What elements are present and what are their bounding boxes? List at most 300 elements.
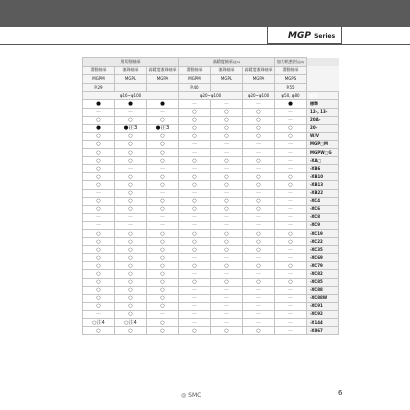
option-cell [243,262,275,270]
table-row [83,205,339,213]
available-mark: ○ [224,181,229,188]
option-cell [211,132,243,140]
option-code [307,229,339,237]
option-cell [275,319,307,327]
option-cell [211,270,243,278]
option-cell [211,213,243,221]
not-available-mark: — [224,141,229,148]
available-mark: ○ [160,149,165,156]
cell-text: -XA□ [310,157,322,163]
option-cell [275,189,307,197]
available-mark: ○ [160,173,165,180]
available-mark: ○ [128,327,133,334]
series-title [288,31,335,41]
cell-text: MGPS [284,75,297,81]
option-cell [147,310,179,318]
option-code [307,149,339,157]
option-cell [179,270,211,278]
option-cell [275,197,307,205]
option-cell [147,302,179,310]
spec-table [82,57,339,335]
available-mark: ○ [160,246,165,253]
option-cell [179,286,211,294]
cell-text: -XB13 [310,181,324,187]
option-cell [115,278,147,286]
cell-text: -XC19 [310,230,323,236]
available-mark: ○ [160,279,165,286]
not-available-mark: — [288,214,294,221]
option-cell [147,213,179,221]
option-code [307,294,339,302]
option-cell [211,149,243,157]
available-mark: ○ [96,238,101,245]
cell-text: 高精度滚珠轴承 [148,67,177,73]
cell-text: -XC85 [310,279,323,285]
option-cell [179,100,211,108]
option-cell [83,262,115,270]
option-cell [243,189,275,197]
option-cell [275,100,307,108]
table-row [83,197,339,205]
option-cell [243,213,275,221]
available-mark: ○ [224,173,229,180]
table-row [83,124,339,132]
option-cell [275,270,307,278]
table-row [83,132,339,140]
table-row [83,116,339,124]
not-available-mark: — [160,214,165,221]
available-mark: ○ [256,246,261,253]
available-mark: ○ [160,295,165,302]
available-mark: ○ [96,230,101,237]
cell-text: MGPL [220,75,233,81]
blank-cell [307,66,339,75]
page-ref [243,83,275,92]
not-available-mark: — [128,109,133,116]
available-mark: ○ [128,238,133,245]
table-row [83,229,339,237]
bore-range [83,92,179,100]
option-cell [211,238,243,246]
option-cell [275,238,307,246]
available-mark: ○ [192,109,197,116]
option-cell [275,254,307,262]
option-code [307,302,339,310]
option-cell [115,189,147,197]
not-available-mark: — [256,287,262,294]
option-code [307,310,339,318]
available-mark: ○ [256,117,261,124]
available-mark: ○ [160,270,165,277]
table-row [83,189,339,197]
option-cell [211,262,243,270]
table-row [83,213,339,221]
option-cell [83,278,115,286]
blank-cell [307,58,339,67]
cell-text: 20A- [310,117,321,123]
option-cell [83,149,115,157]
option-cell [147,189,179,197]
option-cell [179,108,211,116]
not-available-mark: — [288,198,294,205]
option-cell [243,149,275,157]
available-mark: ○ [128,311,133,318]
option-cell [115,173,147,181]
option-cell [211,181,243,189]
option-cell [211,278,243,286]
available-mark: ○ [288,133,293,140]
available-mark: ○ [192,246,197,253]
table-row [83,286,339,294]
not-available-mark: — [224,295,229,302]
option-cell [179,140,211,148]
not-available-mark: — [256,165,262,172]
option-cell [211,140,243,148]
option-code [307,238,339,246]
not-available-mark: — [224,303,229,310]
option-cell [115,294,147,302]
available-mark: ○ [96,157,101,164]
not-available-mark: — [288,190,294,197]
available-mark: ○ [128,157,133,164]
available-mark: ○ [288,238,293,245]
option-cell [179,246,211,254]
not-available-mark: — [192,295,197,302]
not-available-mark: — [288,141,294,148]
model-cell [211,75,243,84]
bore-range [243,92,275,100]
available-filled-mark: ● [288,101,293,108]
available-mark: ○ [256,279,261,286]
bore-range [179,92,243,100]
option-cell [211,173,243,181]
available-mark: ○ [288,173,293,180]
option-cell [115,149,147,157]
option-code [307,165,339,173]
option-cell [179,165,211,173]
option-code [307,116,339,124]
option-cell [179,181,211,189]
table-row [83,254,339,262]
option-cell [211,319,243,327]
available-mark: ○ [256,181,261,188]
option-cell [243,229,275,237]
cell-text: -XC88W [310,295,328,301]
available-mark: ○ [256,262,261,269]
option-cell [179,213,211,221]
not-available-mark: — [288,165,294,172]
available-mark: ○ [224,157,229,164]
available-mark: ○ [288,181,293,188]
option-cell [147,116,179,124]
option-code [307,221,339,229]
not-available-mark: — [288,222,294,229]
option-cell [115,270,147,278]
available-mark: ○ [288,262,293,269]
cell-text: φ16~φ100 [119,92,142,98]
page-ref [83,83,115,92]
option-cell [211,294,243,302]
available-mark: ○ [256,109,261,116]
available-mark: ○ [160,327,165,334]
cell-text: MGPL [124,75,137,81]
table-row [83,327,339,335]
smc-logo: ◎ SMC [181,392,202,399]
available-mark: ○ [128,133,133,140]
available-filled-mark: ●注3 [123,125,138,132]
not-available-mark: — [224,222,229,229]
available-mark: ○ [128,279,133,286]
option-cell [83,229,115,237]
option-cell [243,140,275,148]
option-cell [83,165,115,173]
not-available-mark: — [192,254,197,261]
available-mark: ○注4 [92,319,105,326]
not-available-mark: — [160,190,165,197]
not-available-mark: — [192,319,197,326]
option-cell [179,327,211,335]
model-cell [83,75,115,84]
option-cell [275,286,307,294]
not-available-mark: — [192,270,197,277]
option-cell [243,254,275,262]
option-cell [83,294,115,302]
option-cell [211,205,243,213]
not-available-mark: — [256,141,262,148]
option-code [307,173,339,181]
not-available-mark: — [224,165,229,172]
option-cell [179,238,211,246]
option-cell [115,302,147,310]
model-cell [275,75,307,84]
available-mark: ○ [160,238,165,245]
page-number: 6 [338,389,343,397]
available-mark: ○ [224,117,229,124]
not-available-mark: — [192,149,197,156]
cell-text: φ20~φ100 [247,92,270,98]
option-cell [211,254,243,262]
option-cell [83,319,115,327]
available-mark: ○ [160,254,165,261]
available-mark: ○ [256,206,261,213]
cell-text: -X144 [310,319,323,325]
available-mark: ○ [256,198,261,205]
cell-text: P.40 [190,84,199,90]
option-cell [275,229,307,237]
option-cell [147,270,179,278]
option-cell [83,108,115,116]
cell-text: -X867 [310,327,323,333]
option-cell [243,278,275,286]
option-code [307,189,339,197]
table-row [83,149,339,157]
not-available-mark: — [128,214,133,221]
bore-row [83,92,339,100]
available-mark: ○ [192,327,197,334]
available-filled-mark: ● [160,101,165,108]
cell-text: MGPA [156,75,169,81]
table-row [83,165,339,173]
page-ref [275,83,307,92]
cell-text: MGPM [188,75,201,81]
table-row [83,108,339,116]
cell-text: φ50, φ80 [281,92,300,98]
option-code [307,140,339,148]
not-available-mark: — [96,109,101,116]
header-band [0,0,410,27]
option-cell [243,327,275,335]
available-mark: ○ [128,198,133,205]
cell-text: MGPW□G [310,149,332,155]
option-cell [83,116,115,124]
not-available-mark: — [256,319,262,326]
series-model: MGP [288,31,311,41]
available-mark: ○ [96,270,101,277]
cell-text: -XB10 [310,173,324,179]
cell-text: MGPA [252,75,265,81]
available-mark: ○ [224,279,229,286]
option-cell [275,262,307,270]
option-cell [147,173,179,181]
table-row [83,181,339,189]
option-cell [275,205,307,213]
not-available-mark: — [288,157,294,164]
available-mark: ○ [192,230,197,237]
available-mark: ○ [96,303,101,310]
model-cell [243,75,275,84]
available-mark: ○ [160,230,165,237]
not-available-mark: — [256,190,262,197]
available-mark: ○ [128,230,133,237]
available-mark: ○ [192,238,197,245]
available-mark: ○ [160,303,165,310]
option-cell [115,310,147,318]
available-mark: ○ [192,181,197,188]
option-cell [275,213,307,221]
page-ref [115,83,147,92]
not-available-mark: — [256,254,262,261]
available-mark: ○ [160,141,165,148]
option-cell [243,310,275,318]
option-cell [83,254,115,262]
option-cell [243,270,275,278]
available-mark: ○ [128,303,133,310]
option-cell [275,278,307,286]
available-mark: ○ [192,206,197,213]
bearing-type [275,66,307,75]
not-available-mark: — [224,101,229,108]
option-cell [211,116,243,124]
option-cell [179,173,211,181]
available-filled-mark: ●注3 [155,125,170,132]
available-mark: ○ [288,279,293,286]
available-mark: ○ [256,230,261,237]
available-mark: ○ [96,181,101,188]
option-cell [147,181,179,189]
available-filled-mark: ● [96,125,101,132]
available-mark: ○ [160,319,165,326]
option-cell [147,108,179,116]
not-available-mark: — [128,165,133,172]
option-cell [147,286,179,294]
option-cell [179,157,211,165]
cell-text: 標準 [310,101,319,107]
not-available-mark: — [288,246,294,253]
not-available-mark: — [224,319,229,326]
option-cell [211,189,243,197]
option-cell [115,327,147,335]
cell-text: 12-, 13- [310,109,328,115]
option-code [307,246,339,254]
option-cell [211,246,243,254]
page-ref [147,83,179,92]
not-available-mark: — [160,311,165,318]
header-rule [0,44,410,45]
not-available-mark: — [128,222,133,229]
available-mark: ○ [128,149,133,156]
not-available-mark: — [224,287,229,294]
option-cell [243,132,275,140]
option-code [307,108,339,116]
option-cell [83,286,115,294]
available-mark: ○ [192,133,197,140]
cell-text: 高精度轴承 [212,58,233,64]
option-code [307,205,339,213]
available-mark: ○ [224,327,229,334]
cell-text: P.55 [286,84,295,90]
option-cell [115,100,147,108]
option-cell [179,302,211,310]
option-cell [115,132,147,140]
available-mark: ○ [192,157,197,164]
available-mark: ○ [224,206,229,213]
option-cell [243,173,275,181]
option-cell [275,132,307,140]
available-mark: ○ [192,173,197,180]
series-suffix: Series [314,33,336,40]
option-cell [275,221,307,229]
not-available-mark: — [288,303,294,310]
bearing-type [211,66,243,75]
available-mark: ○ [96,198,101,205]
cell-text: 滑動轴承 [90,67,107,73]
cell-text: MGPM [92,75,105,81]
cell-text: MGP□M [310,141,328,147]
available-mark: ○ [224,262,229,269]
cell-text: -XC22 [310,238,323,244]
available-mark: ○ [160,206,165,213]
option-code [307,286,339,294]
available-mark: ○ [128,206,133,213]
available-mark: ○ [128,246,133,253]
available-mark: ○ [128,287,133,294]
cell-text: 加力机密封 [276,58,297,64]
option-cell [211,286,243,294]
bearing-type [243,66,275,75]
option-cell [147,278,179,286]
option-cell [211,124,243,132]
not-available-mark: — [160,109,165,116]
option-cell [115,116,147,124]
option-code [307,181,339,189]
option-cell [147,100,179,108]
group-note: (注2) [296,59,305,64]
option-cell [115,108,147,116]
not-available-mark: — [192,287,197,294]
option-code [307,157,339,165]
option-cell [147,149,179,157]
option-cell [147,294,179,302]
